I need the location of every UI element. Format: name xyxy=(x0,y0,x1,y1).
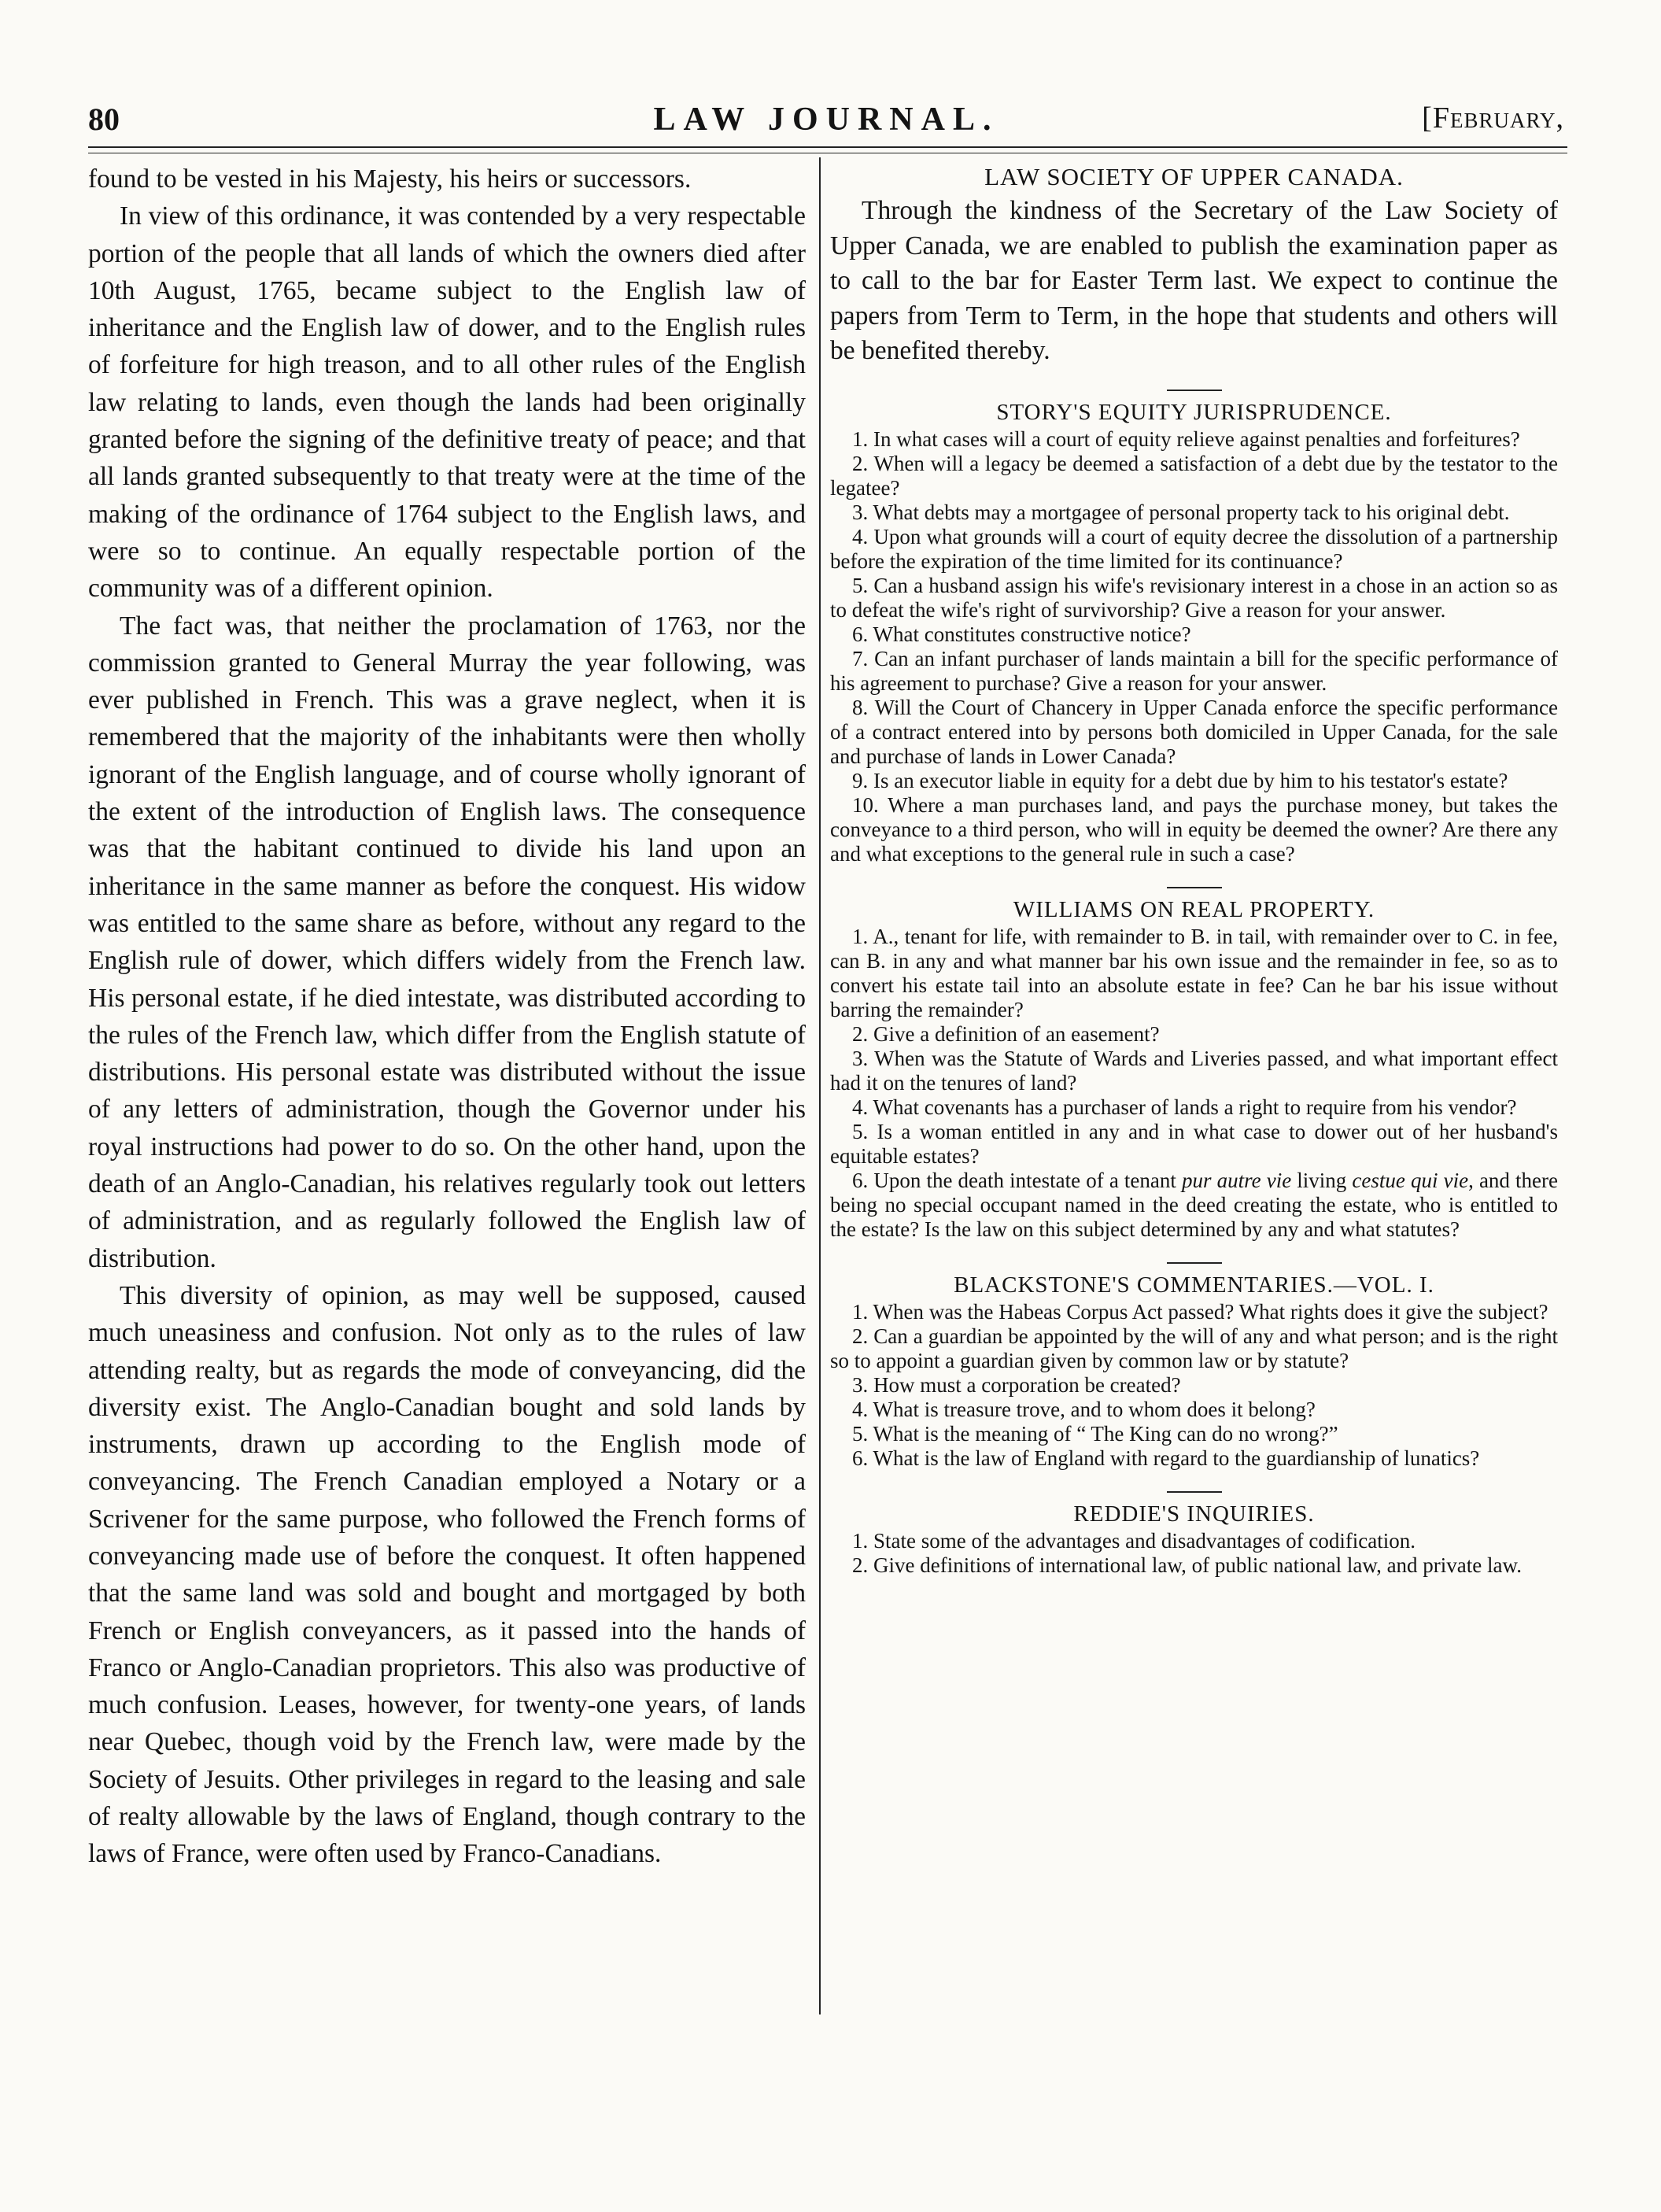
question: 9. Is an executor liable in equity for a debt due by him to his testator's estate? xyxy=(852,768,1508,792)
question: 1. State some of the advantages and disadvantages of codification. xyxy=(852,1528,1416,1553)
question: 4. What is treasure trove, and to whom does it belong? xyxy=(852,1397,1316,1421)
section-heading: LAW SOCIETY OF UPPER CANADA. xyxy=(984,163,1404,190)
question: 4. What covenants has a purchaser of lands a right to require from his vendor? xyxy=(852,1095,1517,1119)
question: 5. Is a woman entitled in any and in what case to dower out of her husband's equitable estates? xyxy=(830,1119,1558,1168)
paragraph: found to be vested in his Majesty, his heirs or successors. xyxy=(88,164,692,194)
question: 10. Where a man purchases land, and pays the purchase money, but takes the conveyance to a third person, who will in equity be deemed the owner? Are there any and what exceptions to the general rule in such a case? xyxy=(830,792,1558,866)
paragraph: In view of this ordinance, it was contended by a very respectable portion of the people that all lands of which the owners died after 10th August, 1765, became subject to the English law of inheritance and the English law of dower, and to the English rules of forfeiture for high treason, and to all other rules of the English law relating to lands, even though the lands had been originally granted before the signing of the definitive treaty of peace; and that all lands granted subsequently to that treaty were at the time of the making of the ordinance of 1764 subject to the English laws, and were so to continue. An equally respectable portion of the community was of a different opinion. xyxy=(88,201,806,604)
question: 2. Give definitions of international law, of public national law, and private law. xyxy=(852,1553,1523,1577)
page-number: 80 xyxy=(88,102,120,137)
question: 2. Give a definition of an easement? xyxy=(852,1021,1160,1046)
question: 8. Will the Court of Chancery in Upper Canada enforce the specific performance of a contract entered into by persons both domiciled in Upper Canada, for the sale and purchase of lands in Lower Canada? xyxy=(830,695,1558,768)
exam-section-title: REDDIE'S INQUIRIES. xyxy=(1073,1501,1315,1527)
question: 1. A., tenant for life, with remainder to B. in tail, with remainder over to C. in fee, can B. in any and what manner bar his own issue and the remainder in fee, so as to convert his estate tail into an absolute estate in fee? Can he bar his issue without barring the remainder? xyxy=(830,924,1558,1021)
question: 5. Can a husband assign his wife's revisionary interest in a chose in an action so as to defeat the wife's right of survivorship? Give a reason for your answer. xyxy=(830,573,1558,622)
section-rule xyxy=(1167,1491,1222,1493)
question: 4. Upon what grounds will a court of equity decree the dissolution of a partnership before the expiration of the time limited for its continuance? xyxy=(830,524,1558,573)
question: 1. In what cases will a court of equity relieve against penalties and forfeitures? xyxy=(852,427,1520,451)
header-rule xyxy=(88,146,1567,148)
question: 1. When was the Habeas Corpus Act passed? What rights does it give the subject? xyxy=(852,1299,1548,1324)
question: 6. What is the law of England with regard to the guardianship of lunatics? xyxy=(852,1446,1480,1470)
page-header xyxy=(88,101,1564,138)
latin-term: cestue qui vie xyxy=(1352,1168,1469,1192)
month-label: [February, xyxy=(1422,102,1564,135)
exam-section-title: BLACKSTONE'S COMMENTARIES.—VOL. I. xyxy=(954,1272,1434,1298)
question: 3. What debts may a mortgagee of personal property tack to his original debt. xyxy=(852,500,1510,524)
question: 7. Can an infant purchaser of lands maintain a bill for the specific performance of his agreement to purchase? Give a reason for your answer. xyxy=(830,646,1558,695)
question-text: 6. Upon the death intestate of a tenant xyxy=(852,1168,1182,1192)
left-column xyxy=(88,161,806,1873)
question: 3. How must a corporation be created? xyxy=(852,1372,1181,1397)
question: 2. Can a guardian be appointed by the will of any and what person; and is the right so to appoint a guardian given by common law or by statute? xyxy=(830,1324,1558,1372)
exam-section-title: WILLIAMS ON REAL PROPERTY. xyxy=(1013,896,1375,922)
question: 6. What constitutes constructive notice? xyxy=(852,622,1191,646)
paragraph: This diversity of opinion, as may well be supposed, caused much uneasiness and confusion. Not only as to the rules of law attending realty, but as regards the mode of conveyancing, did the diversity exist. The Anglo-Canadian bought and sold lands by instruments, drawn up according to the English mode of conveyancing. The French Canadian employed a Notary or a Scrivener for the same purpose, who followed the French forms of conveyancing made use of before the conquest. It often happened that the same land was sold and bought and mortgaged by both French or English conveyancers, as it passed into the hands of Franco or Anglo-Canadian proprietors. This also was productive of much confusion. Leases, however, for twenty-one years, of lands near Quebec, though void by the French law, were made by the Society of Jesuits. Other privileges in regard to the leasing and sale of realty allowable by the laws of England, though contrary to the laws of France, were often used by Franco-Canadians. xyxy=(88,1280,806,1869)
latin-term: pur autre vie xyxy=(1182,1168,1292,1192)
question: 5. What is the meaning of “ The King can do no wrong?” xyxy=(852,1421,1338,1446)
intro-paragraph: Through the kindness of the Secretary of the Law Society of Upper Canada, we are enabled to publish the examination paper as to call to the bar for Easter Term last. We expect to continue the papers from Term to Term, in the hope that students and others will be benefited thereby. xyxy=(830,196,1558,365)
section-rule xyxy=(1167,887,1222,888)
right-column xyxy=(830,161,1558,1578)
journal-title: LAW JOURNAL. xyxy=(653,102,999,138)
question-text: living xyxy=(1291,1168,1353,1192)
column-divider xyxy=(819,157,821,2014)
section-rule xyxy=(1167,390,1222,391)
paragraph: The fact was, that neither the proclamation of 1763, nor the commission granted to General Murray the year following, was ever published in French. This was a grave neglect, when it is remembered that the majority of the inhabitants were then wholly ignorant of the English language, and of course wholly ignorant of the extent of the introduction of English laws. The consequence was that the habitant continued to divide his land upon an inheritance in the same manner as before the conquest. His widow was entitled to the same share as before, without any regard to the English rule of dower, which differs widely from the French law. His personal estate, if he died intestate, was distributed according to the rules of the French law, which differ from the English statute of distributions. His personal estate was distributed without the issue of any letters of administration, though the Governor under his royal instructions had power to do so. On the other hand, upon the death of an Anglo-Canadian, his relatives regularly took out letters of administration, and as regularly followed the English law of distribution. xyxy=(88,611,806,1273)
section-rule xyxy=(1167,1262,1222,1264)
question: 2. When will a legacy be deemed a satisfaction of a debt due by the testator to the legatee? xyxy=(830,451,1558,500)
question xyxy=(830,1169,1558,1242)
exam-section-title: STORY'S EQUITY JURISPRUDENCE. xyxy=(996,399,1392,425)
question-text: , and there being no special occupant named in the deed creating the estate, who is entitled to the estate? Is the law on this subject determined by any and what statutes? xyxy=(830,1168,1558,1241)
question: 3. When was the Statute of Wards and Liveries passed, and what important effect had it on the tenures of land? xyxy=(830,1046,1558,1095)
